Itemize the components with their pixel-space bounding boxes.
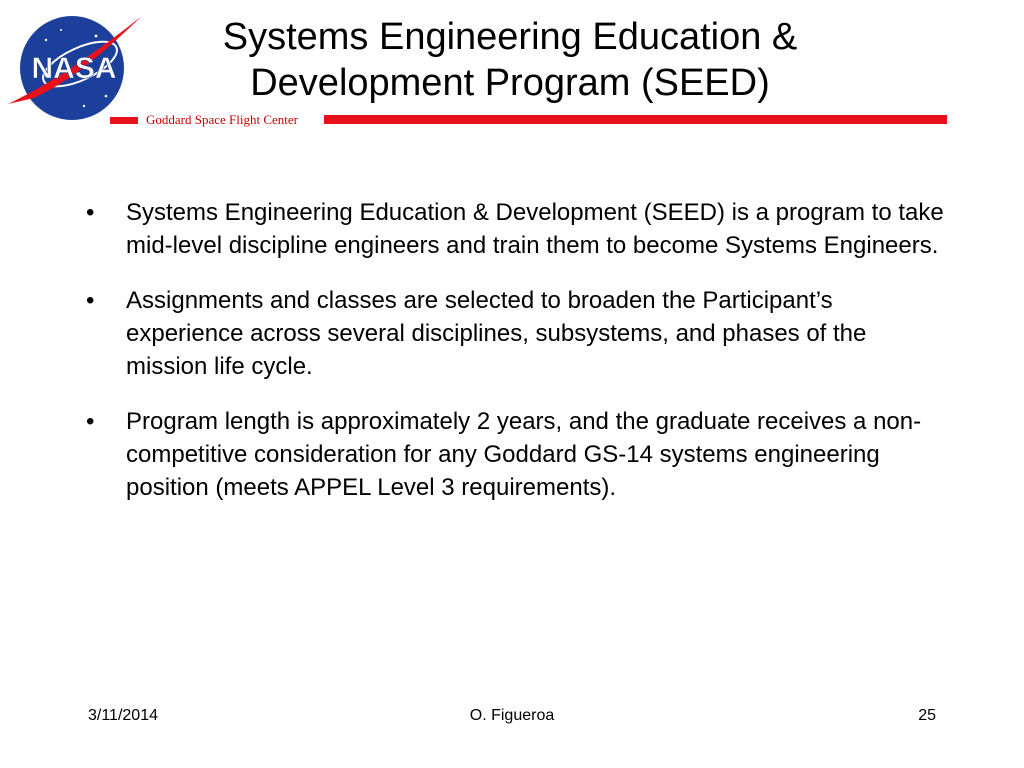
footer-author: O. Figueroa bbox=[469, 707, 555, 724]
nasa-logo-text: NASA bbox=[31, 52, 117, 85]
bullet-item bbox=[86, 196, 946, 262]
footer-page-number: 25 bbox=[918, 707, 936, 724]
slide-title-line-2: Development Program (SEED) bbox=[250, 62, 770, 104]
slide-title-line-1: Systems Engineering Education & bbox=[222, 16, 798, 58]
bullet-list bbox=[86, 196, 946, 526]
bullet-marker: • bbox=[86, 287, 95, 314]
bullet-text: Systems Engineering Education & Development (SEED) is a program to take mid-level discipline engineers and train them to become Systems Engineers. bbox=[126, 199, 944, 259]
bullet-marker: • bbox=[86, 199, 95, 226]
center-name: Goddard Space Flight Center bbox=[146, 112, 298, 127]
nasa-logo bbox=[6, 8, 144, 120]
slide-title bbox=[150, 14, 870, 106]
bullet-marker: • bbox=[86, 408, 95, 435]
header-rule-long bbox=[324, 115, 947, 124]
bullet-text: Assignments and classes are selected to broaden the Participant’s experience across several disciplines, subsystems, and phases of the mission life cycle. bbox=[126, 287, 867, 380]
bullet-text: Program length is approximately 2 years, and the graduate receives a non-competitive consideration for any Goddard GS-14 systems engineering position (meets APPEL Level 3 requirements). bbox=[126, 408, 922, 501]
bullet-item bbox=[86, 284, 946, 383]
header-rule-short bbox=[110, 117, 138, 124]
footer-date: 3/11/2014 bbox=[88, 707, 158, 724]
bullet-item bbox=[86, 405, 946, 504]
